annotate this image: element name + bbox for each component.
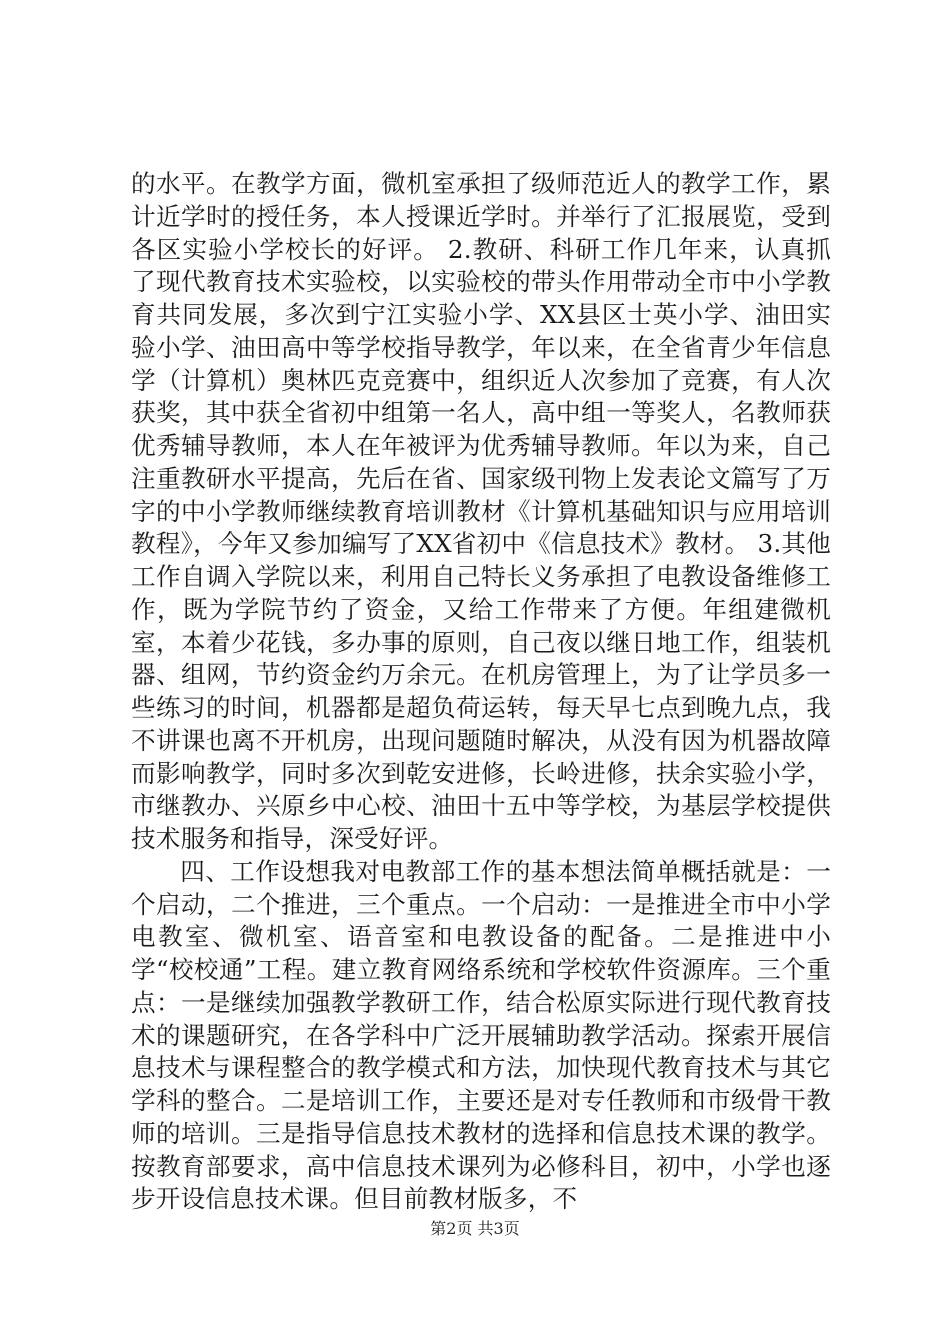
document-body bbox=[131, 168, 831, 1216]
paragraph-work-summary: 的水平。在教学方面，微机室承担了级师范近人的教学工作，累计近学时的授任务，本人授课近学时。并举行了汇报展览，受到各区实验小学校长的好评。 2.教研、科研工作几年来，认真抓了现代教育技术实验校，以实验校的带头作用带动全市中小学教育共同发展，多次到宁江实验小学、XX县区士英小学、油田实验小学、油田高中等学校指导教学，年以来，在全省青少年信息学（计算机）奥林匹克竞赛中，组织近人次参加了竞赛，有人次获奖，其中获全省初中组第一名人，高中组一等奖人，名教师获优秀辅导教师，本人在年被评为优秀辅导教师。年以为来，自己注重教研水平提高，先后在省、国家级刊物上发表论文篇写了万字的中小学教师继续教育培训教材《计算机基础知识与应用培训教程》，今年又参加编写了XX省初中《信息技术》教材。 3.其他工作自调入学院以来，利用自己特长义务承担了电教设备维修工作，既为学院节约了资金，又给工作带来了方便。年组建微机室，本着少花钱，多办事的原则，自己夜以继日地工作，组装机器、组网，节约资金约万余元。在机房管理上，为了让学员多一些练习的时间，机器都是超负荷运转，每天早七点到晚九点，我不讲课也离不开机房，出现问题随时解决，从没有因为机器故障而影响教学，同时多次到乾安进修，长岭进修，扶余实验小学，市继教办、兴原乡中心校、油田十五中等学校，为基层学校提供技术服务和指导，深受好评。 bbox=[131, 169, 831, 853]
page-footer: 第2页 共3页 bbox=[430, 1219, 520, 1238]
paragraph-work-plan: 四、工作设想我对电教部工作的基本想法简单概括就是：一个启动，二个推进，三个重点。一个启动：一是推进全市中小学电教室、微机室、语音室和电教设备的配备。二是推进中小学“校校通”工程。建立教育网络系统和学校软件资源库。三个重点：一是继续加强教学教研工作，结合松原实际进行现代教育技术的课题研究，在各学科中广泛开展辅助教学活动。探索开展信息技术与课程整合的教学模式和方法，加快现代教育技术与其它学科的整合。二是培训工作，主要还是对专任教师和市级骨干教师的培训。三是指导信息技术教材的选择和信息技术课的教学。按教育部要求，高中信息技术课列为必修科目，初中，小学也逐步开设信息技术课。但目前教材版多，不 bbox=[131, 856, 831, 1214]
